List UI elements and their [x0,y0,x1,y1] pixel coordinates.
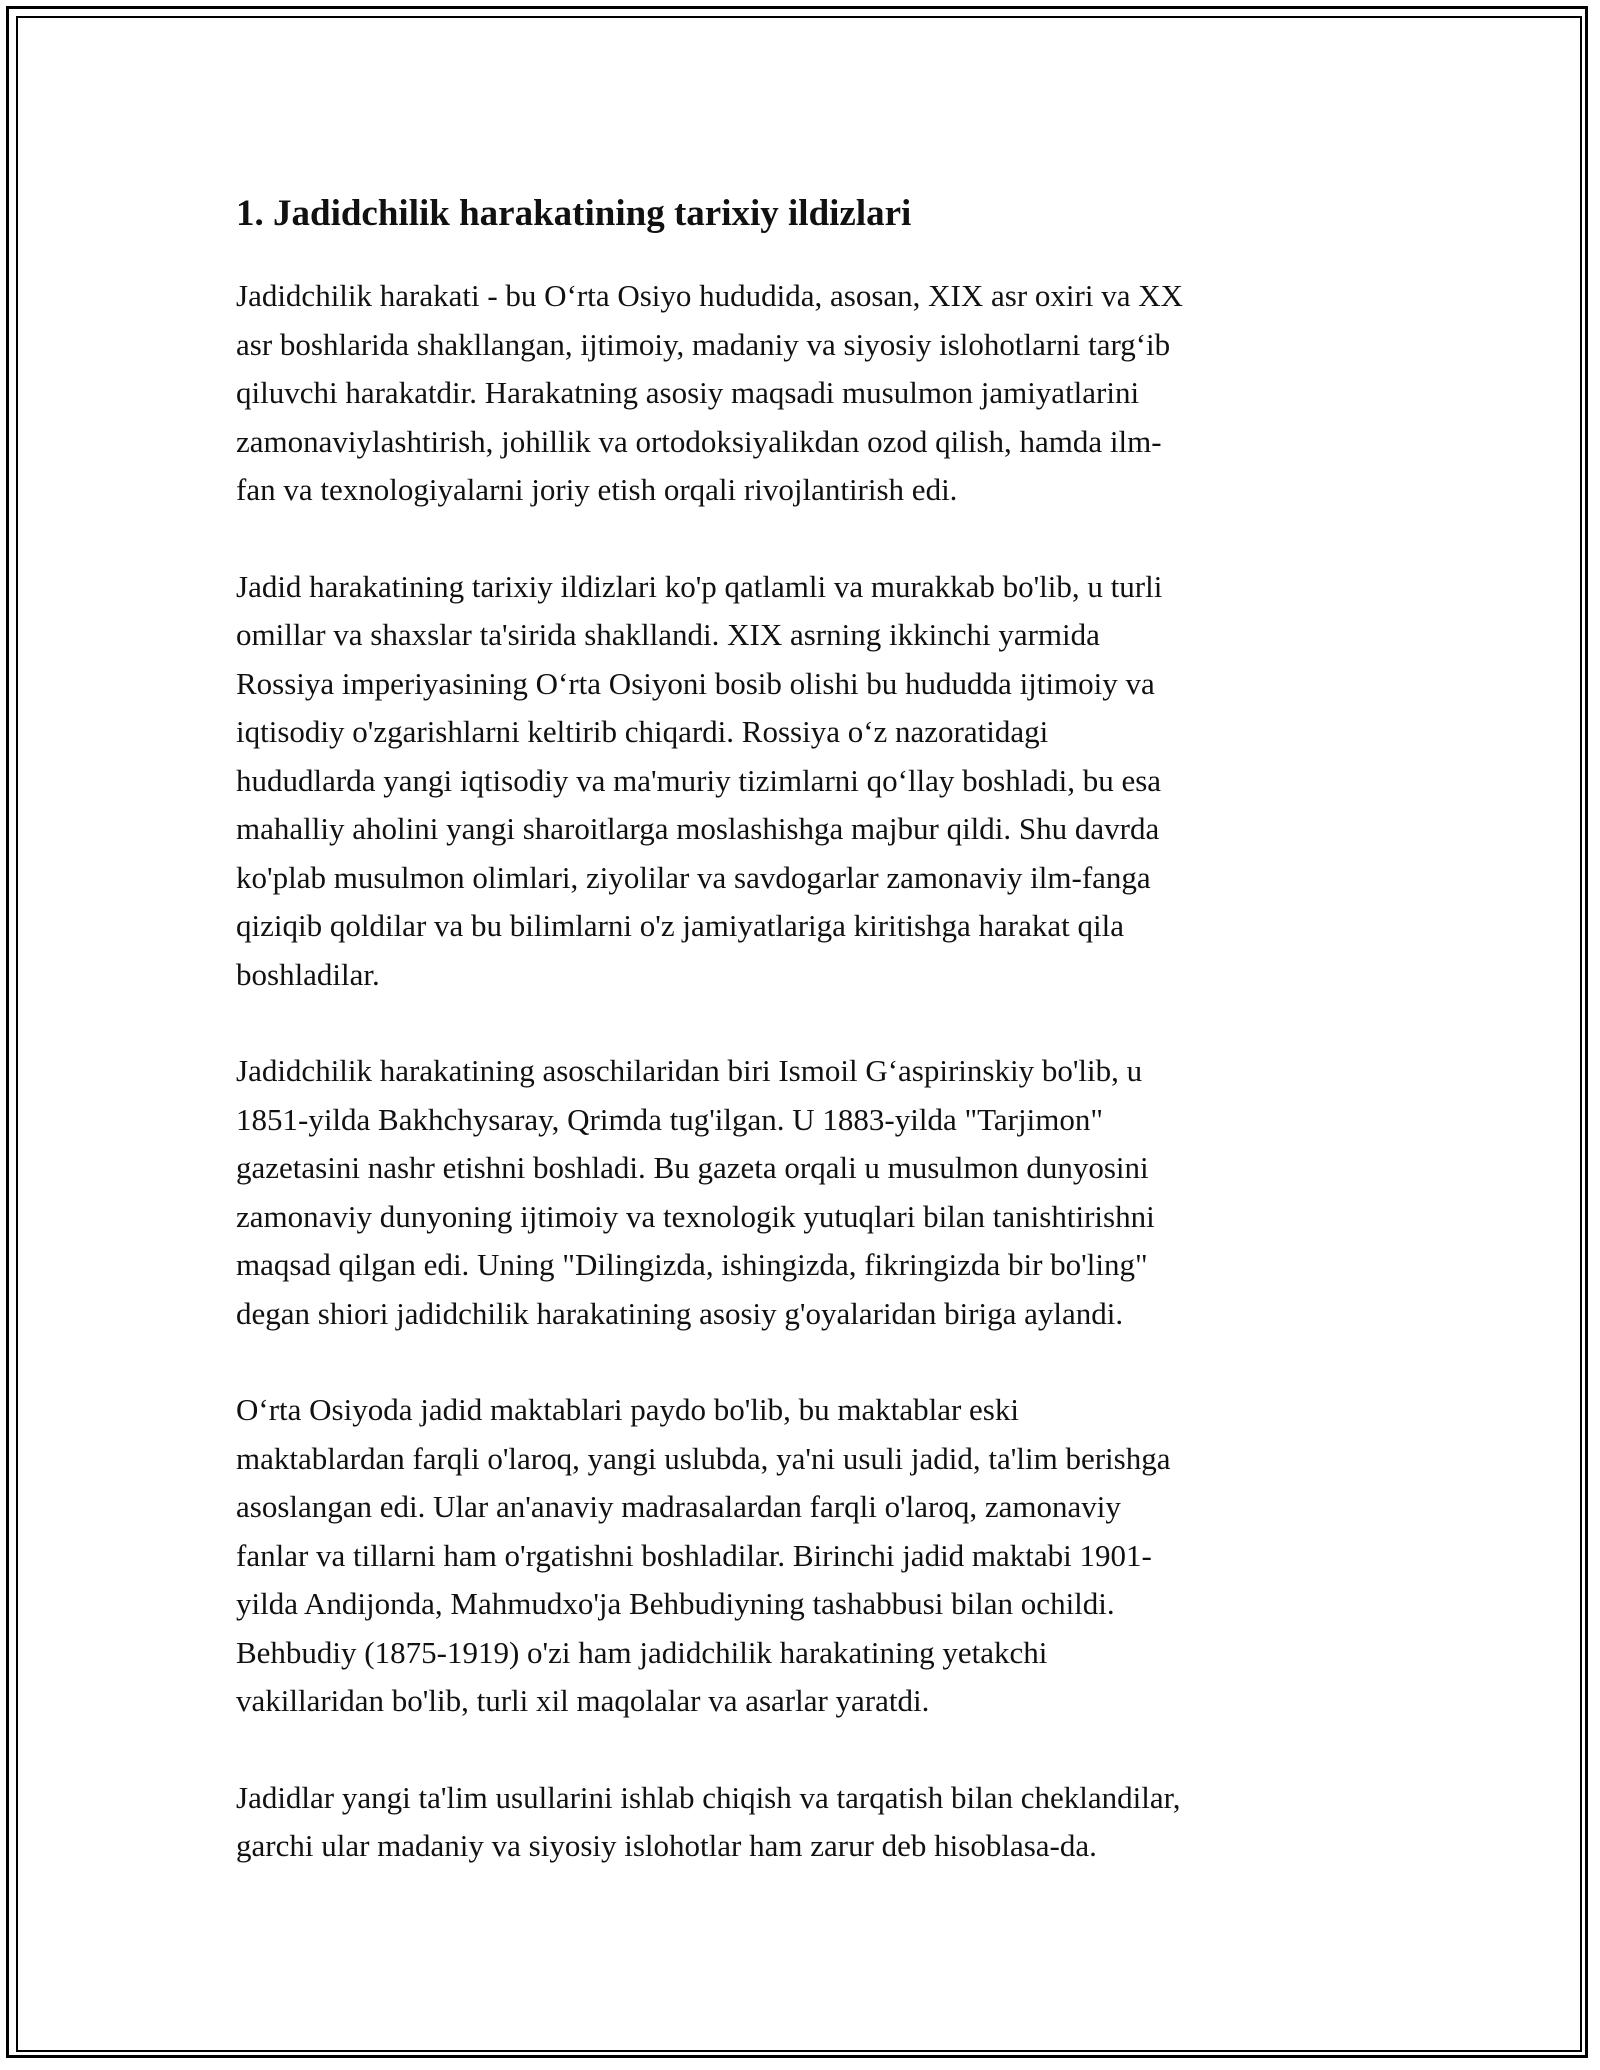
paragraph-5: Jadidlar yangi ta'lim usullarini ishlab chiqish va tarqatish bilan cheklandilar, garchi ular madaniy va siyosiy islohotlar ham zarur deb hisoblasa-da. [236,1779,1181,1863]
document-body [236,186,1366,1919]
paragraph-4: O‘rta Osiyoda jadid maktablari paydo bo'lib, bu maktablar eski maktablardan farqli o'laroq, yangi uslubda, ya'ni usuli jadid, ta'lim berishga asoslangan edi. Ular an'anaviy madrasalardan farqli o'laroq, zamonaviy fanlar va tillarni ham o'rgatishni boshladilar. Birinchi jadid maktabi 1901- yilda Andijonda, Mahmudxo'ja Behbudiyning tashabbusi bilan ochildi. Behbudiy (1875-1919) o'zi ham jadidchilik harakatining yetakchi vakillaridan bo'lib, turli xil maqolalar va asarlar yaratdi. [236,1392,1171,1718]
section-heading: 1. Jadidchilik harakatining tarixiy ildizlari [236,193,912,234]
paragraph-2: Jadid harakatining tarixiy ildizlari ko'p qatlamli va murakkab bo'lib, u turli omillar va shaxslar ta'sirida shakllandi. XIX asrning ikkinchi yarmida Rossiya imperiyasining O‘rta Osiyoni bosib olishi bu hududda ijtimoiy va iqtisodiy o'zgarishlarni keltirib chiqardi. Rossiya o‘z nazoratidagi hududlarda yangi iqtisodiy va ma'muriy tizimlarni qo‘llay boshladi, bu esa mahalliy aholini yangi sharoitlarga moslashishga majbur qildi. Shu davrda ko'plab musulmon olimlari, ziyolilar va savdogarlar zamonaviy ilm-fanga qiziqib qoldilar va bu bilimlarni o'z jamiyatlariga kiritishga harakat qila boshladilar. [236,568,1163,992]
paragraph-3: Jadidchilik harakatining asoschilaridan biri Ismoil G‘aspirinskiy bo'lib, u 1851-yilda Bakhchysaray, Qrimda tug'ilgan. U 1883-yilda "Tarjimon" gazetasini nashr etishni boshladi. Bu gazeta orqali u musulmon dunyosini zamonaviy dunyoning ijtimoiy va texnologik yutuqlari bilan tanishtirishni maqsad qilgan edi. Uning "Dilingizda, ishingizda, fikringizda bir bo'ling" degan shiori jadidchilik harakatining asosiy g'oyalaridan biriga aylandi. [236,1053,1155,1331]
paragraph-1: Jadidchilik harakati - bu O‘rta Osiyo hududida, asosan, XIX asr oxiri va XX asr boshlarida shakllangan, ijtimoiy, madaniy va siyosiy islohotlarni targ‘ib qiluvchi harakatdir. Harakatning asosiy maqsadi musulmon jamiyatlarini zamonaviylashtirish, johillik va ortodoksiyalikdan ozod qilish, hamda ilm- fan va texnologiyalarni joriy etish orqali rivojlantirish edi. [236,278,1183,507]
